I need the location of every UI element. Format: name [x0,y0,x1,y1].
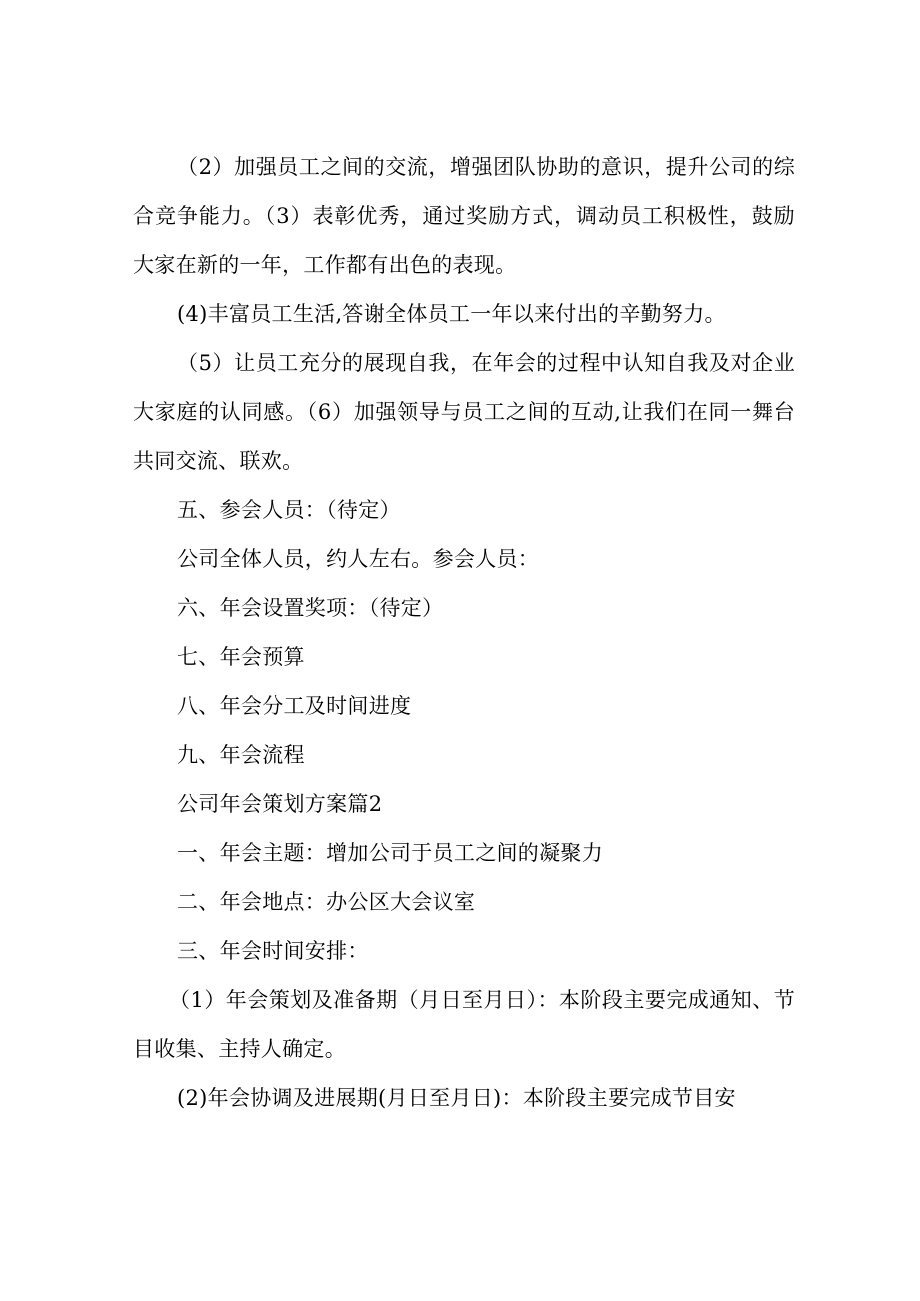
paragraph-goals-2-3: （2）加强员工之间的交流，增强团队协助的意识，提升公司的综合竞争能力。（3）表彰优秀，通过奖励方式，调动员工积极性，鼓励大家在新的一年，工作都有出色的表现。 [133,155,795,277]
paragraph-goals-5-6: （5）让员工充分的展现自我，在年会的过程中认知自我及对企业大家庭的认同感。（6）加强领导与员工之间的互动,让我们在同一舞台共同交流、联欢。 [133,351,795,473]
heading-awards: 六、年会设置奖项：（待定） [177,596,444,620]
heading-budget: 七、年会预算 [177,645,305,669]
paragraph-attendees: 公司全体人员，约人左右。参会人员： [177,547,540,571]
heading-process: 九、年会流程 [177,743,305,767]
heading-venue: 二、年会地点：办公区大会议室 [177,890,476,914]
document-body [133,143,795,1123]
heading-time-arrangement: 三、年会时间安排： [177,939,369,963]
heading-theme: 一、年会主题：增加公司于员工之间的凝聚力 [177,841,603,865]
paragraph-coordination-period: (2)年会协调及进展期(月日至月日)：本阶段主要完成节目安 [177,1086,736,1110]
heading-schedule: 八、年会分工及时间进度 [177,694,412,718]
section-title-plan-2: 公司年会策划方案篇2 [177,792,383,816]
heading-attendees: 五、参会人员：（待定） [177,498,401,522]
paragraph-goal-4: (4)丰富员工生活,答谢全体员工一年以来付出的辛勤努力。 [177,302,726,326]
paragraph-prep-period: （1）年会策划及准备期（月日至月日）：本阶段主要完成通知、节目收集、主持人确定。 [133,988,795,1061]
